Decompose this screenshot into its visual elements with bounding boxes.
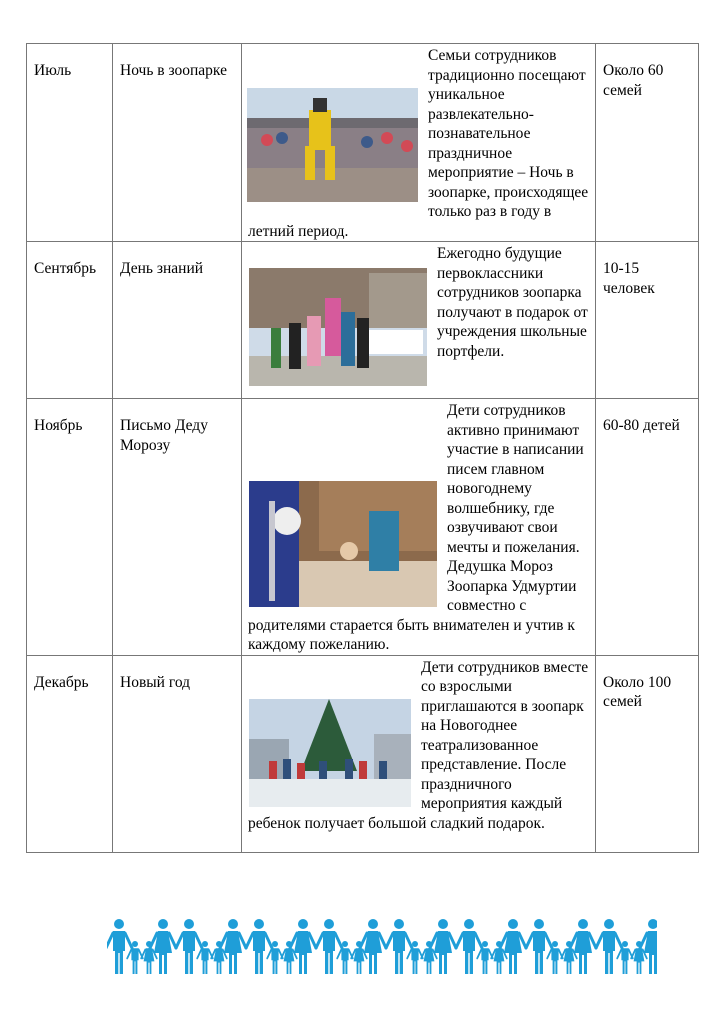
family-footer — [107, 918, 657, 974]
family-group-icon — [456, 919, 526, 974]
family-group-icon — [316, 919, 386, 974]
new-year-tree-photo — [249, 699, 411, 807]
event-cell: День знаний — [113, 242, 242, 399]
family-group-icon — [107, 919, 176, 974]
month-cell: Сентябрь — [27, 242, 113, 399]
table-row — [27, 44, 699, 242]
month-cell: Ноябрь — [27, 399, 113, 656]
month-cell: Июль — [27, 44, 113, 242]
ded-moroz-photo — [249, 481, 437, 607]
first-graders-photo — [249, 268, 427, 386]
family-row — [107, 918, 657, 974]
description-cell: Ежегодно будущие первоклассники сотрудников зоопарка получают в подарок от учреждения школьные портфели. — [242, 242, 596, 399]
participants-cell: 60-80 детей — [596, 399, 699, 656]
table-row — [27, 655, 699, 852]
participants-cell: Около 60 семей — [596, 44, 699, 242]
events-table — [26, 43, 699, 853]
family-group-icon — [596, 919, 657, 974]
zoo-night-costume-photo — [247, 88, 418, 202]
table-row — [27, 399, 699, 656]
description-cell: Дети сотрудников вместе со взрослыми приглашаются в зоопарк на Новогоднее театрализованное представление. После праздничного мероприятия каждый ребенок получает большой сладкий подарок. — [242, 655, 596, 852]
description-cell: Семьи сотрудников традиционно посещают уникальное развлекательно-познавательное праздничное мероприятие – Ночь в зоопарке, происходящее только раз в году в летний период. — [242, 44, 596, 242]
event-cell: Письмо Деду Морозу — [113, 399, 242, 656]
family-group-icon — [246, 919, 316, 974]
participants-cell: Около 100 семей — [596, 655, 699, 852]
event-cell: Ночь в зоопарке — [113, 44, 242, 242]
family-group-icon — [176, 919, 246, 974]
participants-cell: 10-15 человек — [596, 242, 699, 399]
month-cell: Декабрь — [27, 655, 113, 852]
family-group-icon — [386, 919, 456, 974]
description-cell: Дети сотрудников активно принимают участие в написании писем главном новогоднему волшебнику, где озвучивают свои мечты и пожелания. Дедушка Мороз Зоопарка Удмуртии совместно с родителями старается быть внимателен и учтив к каждому пожеланию. — [242, 399, 596, 656]
table-row — [27, 242, 699, 399]
family-group-icon — [526, 919, 596, 974]
event-cell: Новый год — [113, 655, 242, 852]
